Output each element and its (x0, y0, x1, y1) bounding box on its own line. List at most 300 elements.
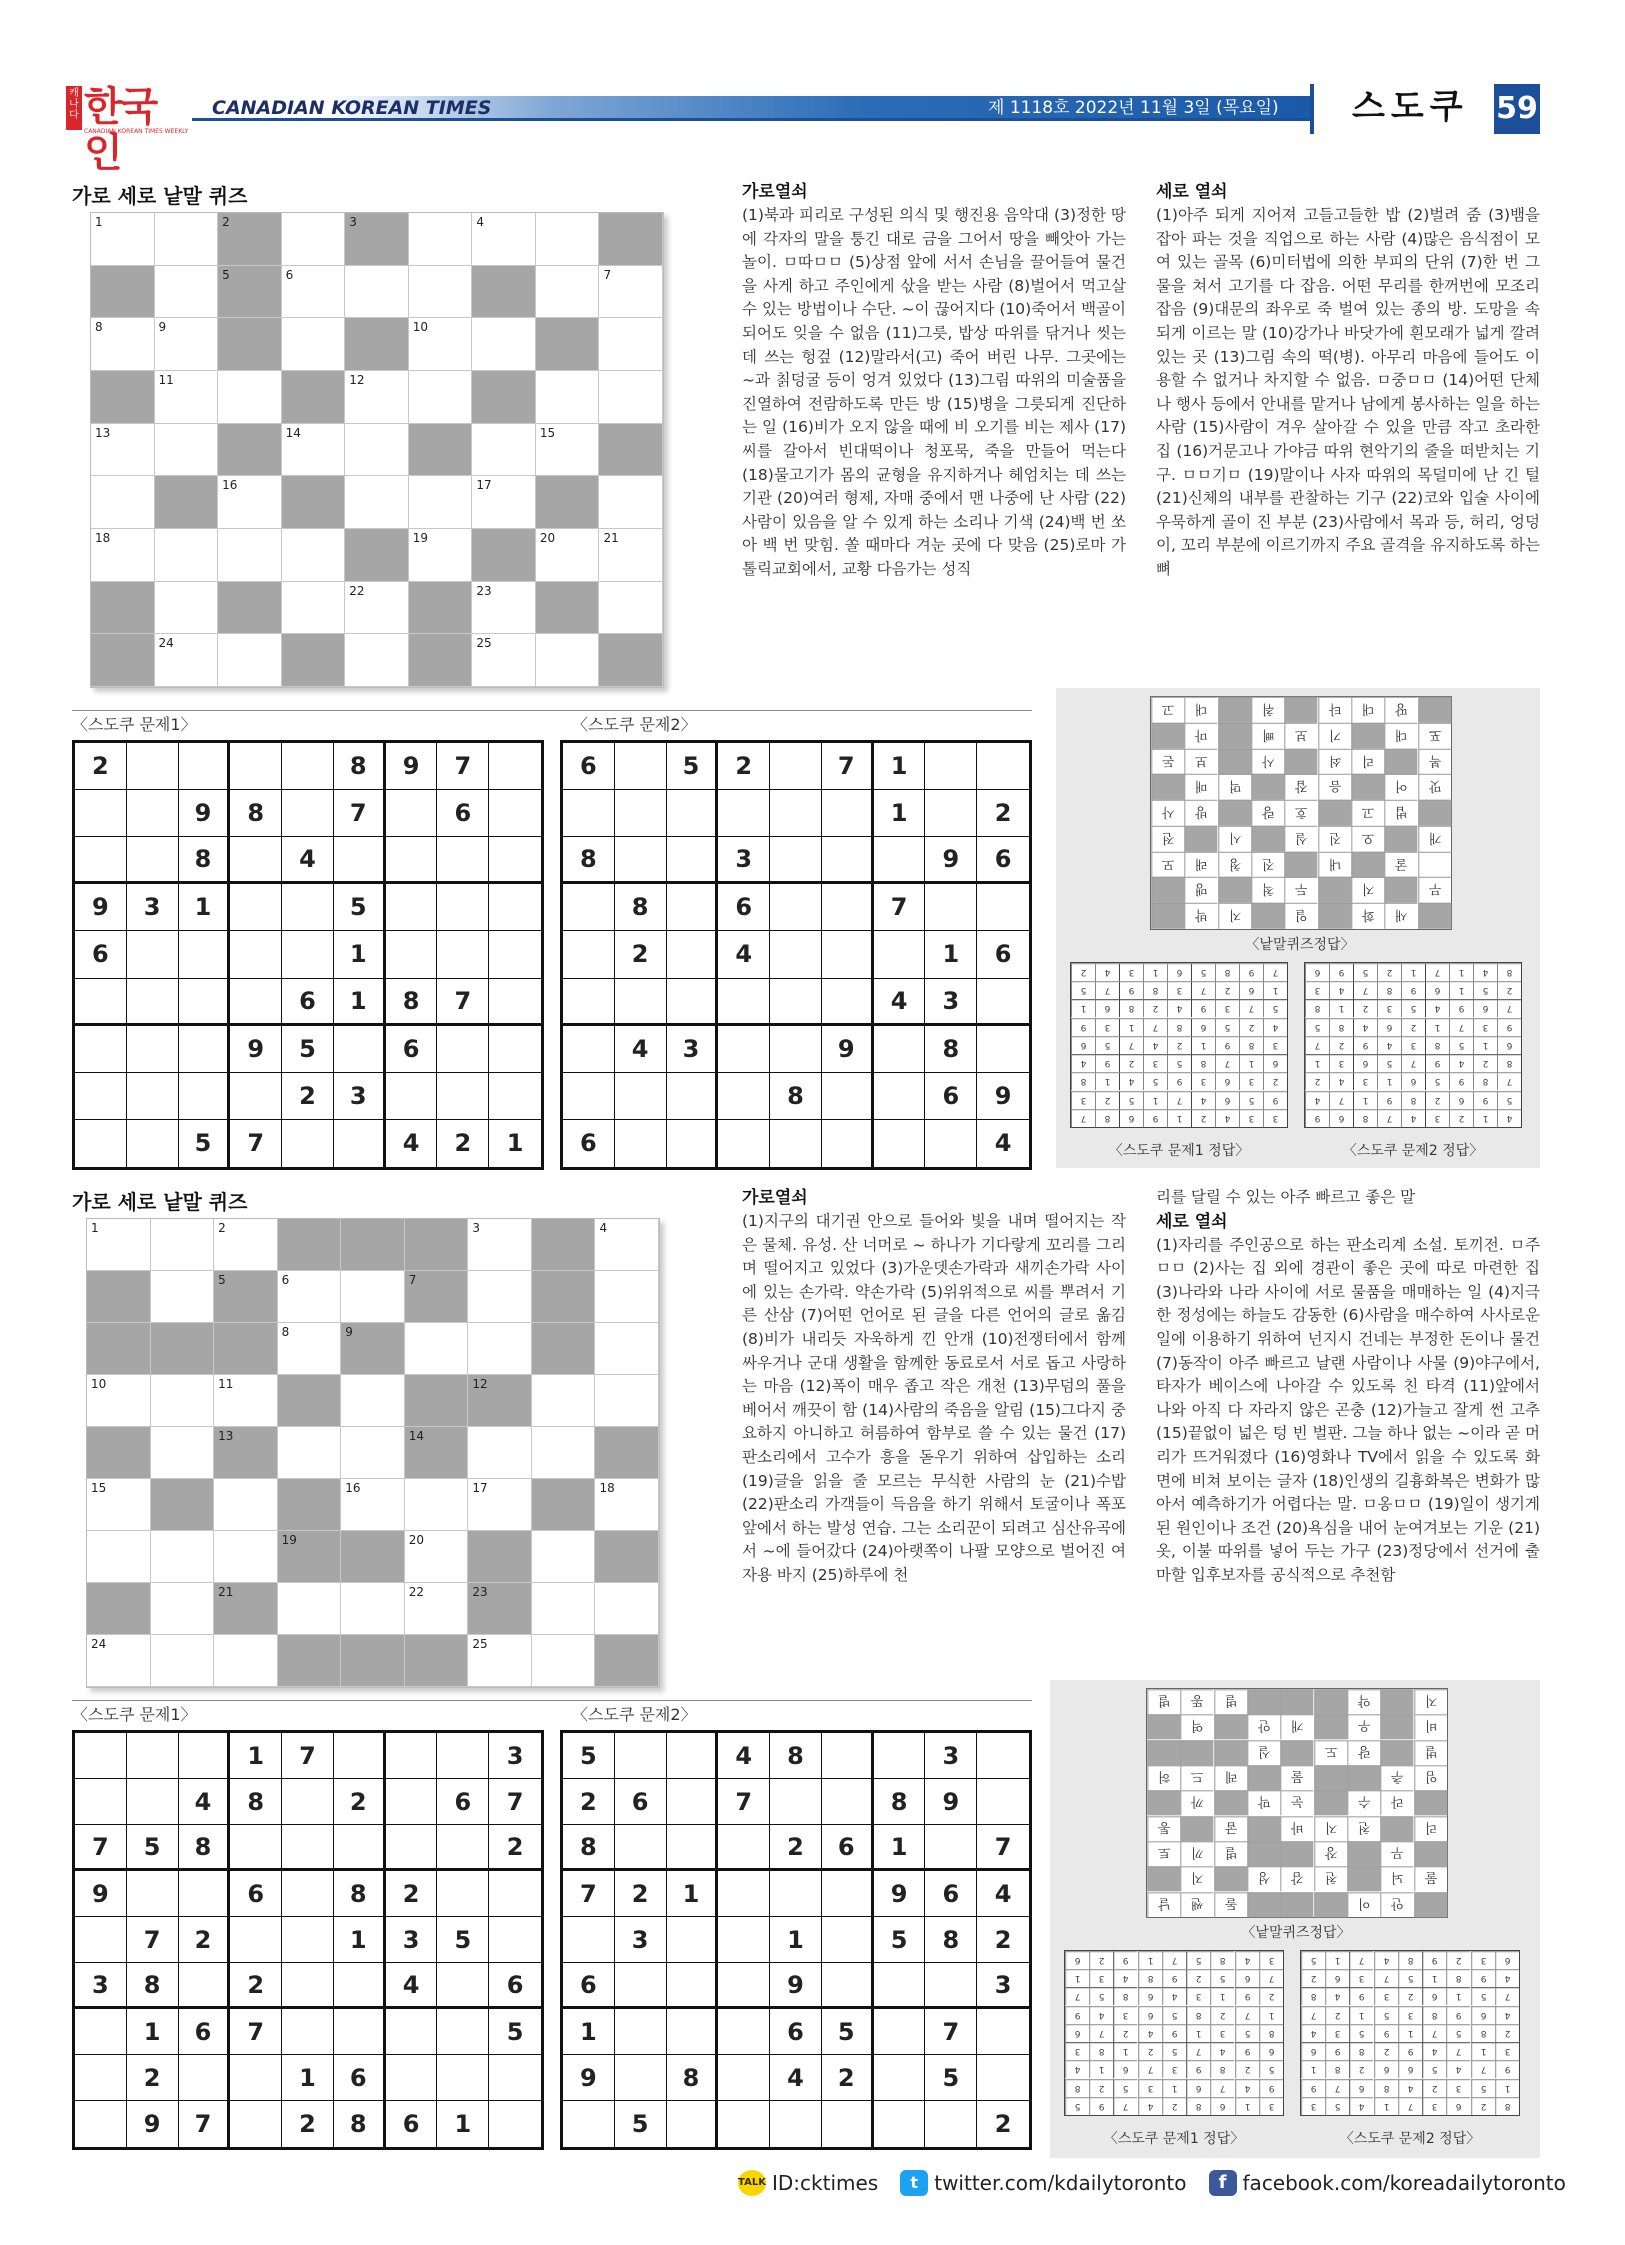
sudoku-empty-cell[interactable] (977, 979, 1029, 1026)
crossword-cell[interactable] (345, 424, 409, 477)
crossword-cell[interactable] (151, 1271, 215, 1323)
crossword-cell[interactable] (595, 1375, 659, 1427)
sudoku-empty-cell[interactable] (977, 1026, 1029, 1073)
crossword-cell[interactable] (409, 371, 473, 424)
crossword-cell[interactable] (536, 371, 600, 424)
sudoku-empty-cell[interactable] (667, 837, 719, 884)
crossword-cell[interactable] (151, 1635, 215, 1687)
sudoku-empty-cell[interactable] (334, 1120, 386, 1167)
sudoku-empty-cell[interactable] (563, 1026, 615, 1073)
sudoku-empty-cell[interactable] (334, 1963, 386, 2009)
crossword-cell[interactable] (409, 529, 473, 582)
crossword-cell[interactable] (155, 318, 219, 371)
sudoku-empty-cell[interactable] (822, 790, 874, 837)
sudoku-given-cell: 4 (1065, 2060, 1089, 2078)
crossword-cell[interactable] (409, 476, 473, 529)
crossword-cell[interactable] (155, 371, 219, 424)
sudoku-empty-cell[interactable] (75, 2055, 127, 2101)
sudoku-empty-cell[interactable] (334, 837, 386, 884)
crossword-cell[interactable] (87, 1479, 151, 1531)
sudoku-empty-cell[interactable] (925, 790, 977, 837)
sudoku-empty-cell[interactable] (718, 2009, 770, 2055)
crossword-cell[interactable] (468, 1323, 532, 1375)
sudoku-empty-cell[interactable] (615, 1073, 667, 1120)
sudoku-empty-cell[interactable] (925, 2101, 977, 2147)
sudoku-empty-cell[interactable] (615, 2009, 667, 2055)
sudoku-empty-cell[interactable] (489, 2055, 541, 2101)
sudoku-empty-cell[interactable] (667, 1779, 719, 1825)
crossword-cell[interactable] (405, 1323, 469, 1375)
crossword-cell[interactable] (405, 1531, 469, 1583)
sudoku-empty-cell[interactable] (718, 2055, 770, 2101)
crossword-cell[interactable] (536, 529, 600, 582)
crossword-cell[interactable] (341, 1479, 405, 1531)
sudoku-empty-cell[interactable] (615, 979, 667, 1026)
crossword-cell[interactable] (599, 371, 663, 424)
sudoku-empty-cell[interactable] (874, 837, 926, 884)
sudoku-empty-cell[interactable] (822, 1779, 874, 1825)
sudoku-empty-cell[interactable] (770, 884, 822, 931)
sudoku-empty-cell[interactable] (437, 1871, 489, 1917)
sudoku-empty-cell[interactable] (489, 931, 541, 978)
crossword-cell[interactable] (155, 424, 219, 477)
sudoku-empty-cell[interactable] (667, 790, 719, 837)
sudoku-given-cell: 7 (1191, 981, 1215, 999)
sudoku-empty-cell[interactable] (925, 884, 977, 931)
sudoku-empty-cell[interactable] (874, 2009, 926, 2055)
sudoku-empty-cell[interactable] (977, 1779, 1029, 1825)
sudoku-given-cell: 8 (1143, 981, 1167, 999)
sudoku-empty-cell[interactable] (615, 1825, 667, 1871)
sudoku-empty-cell[interactable] (822, 931, 874, 978)
sudoku-empty-cell[interactable] (667, 1120, 719, 1167)
crossword-cell[interactable] (345, 371, 409, 424)
sudoku-empty-cell[interactable] (489, 1073, 541, 1120)
crossword-cell[interactable] (91, 424, 155, 477)
crossword-cell[interactable] (532, 1375, 596, 1427)
sudoku-empty-cell[interactable] (667, 884, 719, 931)
sudoku-empty-cell[interactable] (563, 1073, 615, 1120)
sudoku-empty-cell[interactable] (615, 2055, 667, 2101)
crossword-cell[interactable] (599, 529, 663, 582)
sudoku-empty-cell[interactable] (75, 2009, 127, 2055)
sudoku-empty-cell[interactable] (386, 2009, 438, 2055)
sudoku-empty-cell[interactable] (282, 1871, 334, 1917)
sudoku-empty-cell[interactable] (127, 1733, 179, 1779)
sudoku-empty-cell[interactable] (179, 1073, 231, 1120)
sudoku-empty-cell[interactable] (977, 2009, 1029, 2055)
crossword-cell[interactable] (282, 213, 346, 266)
sudoku-empty-cell[interactable] (718, 1825, 770, 1871)
sudoku-empty-cell[interactable] (75, 1073, 127, 1120)
sudoku-given-cell: 5 (1305, 1018, 1329, 1036)
sudoku-empty-cell[interactable] (282, 931, 334, 978)
crossword-cell[interactable] (91, 476, 155, 529)
sudoku-empty-cell[interactable] (437, 1825, 489, 1871)
crossword-cell[interactable] (151, 1427, 215, 1479)
sudoku-empty-cell[interactable] (127, 837, 179, 884)
sudoku-given-cell: 8 (334, 743, 386, 790)
sudoku-empty-cell[interactable] (127, 1779, 179, 1825)
sudoku-empty-cell[interactable] (667, 931, 719, 978)
sudoku-empty-cell[interactable] (127, 1073, 179, 1120)
sudoku-empty-cell[interactable] (874, 2055, 926, 2101)
crossword-cell[interactable] (155, 266, 219, 319)
sudoku-empty-cell[interactable] (230, 1073, 282, 1120)
sudoku-empty-cell[interactable] (282, 1825, 334, 1871)
sudoku-empty-cell[interactable] (667, 2101, 719, 2147)
crossword-cell[interactable] (282, 266, 346, 319)
sudoku-empty-cell[interactable] (615, 1963, 667, 2009)
crossword-cell[interactable] (472, 476, 536, 529)
sudoku-empty-cell[interactable] (822, 1733, 874, 1779)
sudoku-empty-cell[interactable] (230, 743, 282, 790)
crossword-cell[interactable] (468, 1271, 532, 1323)
crossword-cell[interactable] (278, 1583, 342, 1635)
crossword-cell[interactable] (472, 318, 536, 371)
sudoku-empty-cell[interactable] (667, 1917, 719, 1963)
crossword-cell[interactable] (214, 1219, 278, 1271)
sudoku-empty-cell[interactable] (437, 1026, 489, 1073)
crossword-cell[interactable] (536, 213, 600, 266)
sudoku-empty-cell[interactable] (718, 790, 770, 837)
crossword-cell[interactable] (345, 476, 409, 529)
sudoku-empty-cell[interactable] (75, 1917, 127, 1963)
sudoku-empty-cell[interactable] (874, 931, 926, 978)
sudoku-empty-cell[interactable] (437, 837, 489, 884)
sudoku-empty-cell[interactable] (282, 1963, 334, 2009)
sudoku-empty-cell[interactable] (874, 1026, 926, 1073)
sudoku-empty-cell[interactable] (75, 1733, 127, 1779)
sudoku-empty-cell[interactable] (615, 743, 667, 790)
crossword-cell[interactable] (278, 1271, 342, 1323)
crossword-cell[interactable] (468, 1219, 532, 1271)
sudoku-empty-cell[interactable] (179, 979, 231, 1026)
sudoku-empty-cell[interactable] (75, 790, 127, 837)
sudoku-empty-cell[interactable] (437, 1073, 489, 1120)
sudoku-empty-cell[interactable] (179, 931, 231, 978)
crossword-cell[interactable] (155, 213, 219, 266)
sudoku-empty-cell[interactable] (386, 1825, 438, 1871)
crossword-cell[interactable] (151, 1531, 215, 1583)
sudoku-empty-cell[interactable] (770, 790, 822, 837)
crossword-cell[interactable] (595, 1271, 659, 1323)
sudoku-empty-cell[interactable] (127, 743, 179, 790)
crossword-cell[interactable] (155, 529, 219, 582)
sudoku-empty-cell[interactable] (667, 1073, 719, 1120)
crossword-cell[interactable] (91, 318, 155, 371)
sudoku-empty-cell[interactable] (977, 743, 1029, 790)
crossword-cell[interactable] (532, 1427, 596, 1479)
crossword-cell[interactable] (405, 1479, 469, 1531)
sudoku-empty-cell[interactable] (770, 979, 822, 1026)
crossword-cell[interactable] (151, 1375, 215, 1427)
sudoku-empty-cell[interactable] (282, 884, 334, 931)
crossword-cell[interactable] (151, 1583, 215, 1635)
crossword-cell[interactable] (87, 1635, 151, 1687)
crossword-cell[interactable] (214, 1635, 278, 1687)
crossword-cell[interactable] (409, 213, 473, 266)
sudoku-empty-cell[interactable] (615, 1733, 667, 1779)
sudoku-empty-cell[interactable] (75, 1120, 127, 1167)
sudoku-empty-cell[interactable] (822, 1871, 874, 1917)
sudoku-empty-cell[interactable] (718, 1073, 770, 1120)
crossword-cell[interactable] (536, 424, 600, 477)
sudoku-empty-cell[interactable] (127, 979, 179, 1026)
sudoku-empty-cell[interactable] (615, 1120, 667, 1167)
sudoku-empty-cell[interactable] (437, 2009, 489, 2055)
sudoku-empty-cell[interactable] (230, 1825, 282, 1871)
sudoku-empty-cell[interactable] (75, 1779, 127, 1825)
crossword-cell[interactable] (472, 424, 536, 477)
sudoku-empty-cell[interactable] (75, 1026, 127, 1073)
crossword-cell[interactable] (472, 213, 536, 266)
sudoku-empty-cell[interactable] (770, 931, 822, 978)
crossword-cell[interactable] (595, 1583, 659, 1635)
sudoku-empty-cell[interactable] (386, 2055, 438, 2101)
sudoku-empty-cell[interactable] (563, 884, 615, 931)
sudoku-empty-cell[interactable] (489, 1026, 541, 1073)
crossword-cell[interactable] (532, 1583, 596, 1635)
sudoku-empty-cell[interactable] (489, 1871, 541, 1917)
sudoku-empty-cell[interactable] (127, 1871, 179, 1917)
crossword-cell[interactable] (599, 318, 663, 371)
sudoku-empty-cell[interactable] (230, 2055, 282, 2101)
sudoku-empty-cell[interactable] (437, 2055, 489, 2101)
crossword-cell[interactable] (218, 529, 282, 582)
sudoku-empty-cell[interactable] (822, 2101, 874, 2147)
sudoku-empty-cell[interactable] (334, 1026, 386, 1073)
sudoku-empty-cell[interactable] (822, 1120, 874, 1167)
crossword-cell[interactable] (536, 266, 600, 319)
sudoku-empty-cell[interactable] (615, 837, 667, 884)
crossword-cell[interactable] (595, 1219, 659, 1271)
crossword-cell[interactable] (532, 1635, 596, 1687)
sudoku-given-cell: 1 (1167, 1109, 1191, 1127)
sudoku-empty-cell[interactable] (615, 790, 667, 837)
sudoku-empty-cell[interactable] (489, 979, 541, 1026)
crossword-cell[interactable] (472, 582, 536, 635)
sudoku-given-cell: 7 (925, 2009, 977, 2055)
sudoku-empty-cell[interactable] (179, 1871, 231, 1917)
sudoku-empty-cell[interactable] (822, 837, 874, 884)
crossword-cell[interactable] (214, 1531, 278, 1583)
sudoku-empty-cell[interactable] (718, 1871, 770, 1917)
crossword-cell[interactable] (87, 1531, 151, 1583)
sudoku-empty-cell[interactable] (282, 1779, 334, 1825)
sudoku-empty-cell[interactable] (489, 1917, 541, 1963)
crossword-cell[interactable] (218, 634, 282, 687)
sudoku-empty-cell[interactable] (179, 1733, 231, 1779)
sudoku-empty-cell[interactable] (75, 2101, 127, 2147)
sudoku-empty-cell[interactable] (386, 790, 438, 837)
sudoku-empty-cell[interactable] (925, 1825, 977, 1871)
crossword-cell[interactable] (468, 1479, 532, 1531)
sudoku-empty-cell[interactable] (127, 1026, 179, 1073)
sudoku-empty-cell[interactable] (334, 2009, 386, 2055)
sudoku-empty-cell[interactable] (667, 1963, 719, 2009)
crossword-cell[interactable] (282, 582, 346, 635)
crossword-black-cell (282, 476, 346, 529)
sudoku-empty-cell[interactable] (489, 790, 541, 837)
sudoku-empty-cell[interactable] (718, 1963, 770, 2009)
sudoku-empty-cell[interactable] (437, 931, 489, 978)
sudoku-empty-cell[interactable] (386, 1733, 438, 1779)
sudoku-empty-cell[interactable] (75, 979, 127, 1026)
sudoku-empty-cell[interactable] (230, 884, 282, 931)
sudoku-empty-cell[interactable] (822, 1917, 874, 1963)
crossword-cell[interactable] (278, 1427, 342, 1479)
crossword-cell[interactable] (599, 582, 663, 635)
crossword-cell[interactable] (278, 1323, 342, 1375)
crossword-cell[interactable] (214, 1479, 278, 1531)
sudoku-empty-cell[interactable] (822, 884, 874, 931)
sudoku-empty-cell[interactable] (489, 743, 541, 790)
sudoku-empty-cell[interactable] (489, 837, 541, 884)
sudoku-empty-cell[interactable] (437, 1733, 489, 1779)
sudoku-empty-cell[interactable] (127, 1120, 179, 1167)
sudoku-empty-cell[interactable] (230, 979, 282, 1026)
sudoku-empty-cell[interactable] (718, 2101, 770, 2147)
crossword-cell[interactable] (532, 1531, 596, 1583)
sudoku-empty-cell[interactable] (230, 931, 282, 978)
crossword-cell[interactable] (409, 318, 473, 371)
sudoku-empty-cell[interactable] (667, 2009, 719, 2055)
sudoku-empty-cell[interactable] (874, 2101, 926, 2147)
sudoku-empty-cell[interactable] (667, 1825, 719, 1871)
crossword-cell[interactable] (341, 1375, 405, 1427)
crossword-cell[interactable] (282, 318, 346, 371)
sudoku-given-cell: 1 (334, 979, 386, 1026)
crossword-cell[interactable] (595, 1323, 659, 1375)
sudoku-empty-cell[interactable] (770, 743, 822, 790)
crossword-cell[interactable] (536, 634, 600, 687)
sudoku-empty-cell[interactable] (822, 979, 874, 1026)
sudoku-empty-cell[interactable] (127, 790, 179, 837)
sudoku-empty-cell[interactable] (386, 1779, 438, 1825)
sudoku-empty-cell[interactable] (770, 2101, 822, 2147)
crossword-cell[interactable] (468, 1427, 532, 1479)
crossword-cell[interactable] (345, 266, 409, 319)
sudoku-empty-cell[interactable] (230, 837, 282, 884)
sudoku-empty-cell[interactable] (770, 837, 822, 884)
sudoku-empty-cell[interactable] (179, 1963, 231, 2009)
sudoku-empty-cell[interactable] (563, 931, 615, 978)
sudoku-empty-cell[interactable] (925, 1963, 977, 2009)
sudoku-empty-cell[interactable] (437, 1963, 489, 2009)
sudoku-empty-cell[interactable] (770, 1026, 822, 1073)
crossword-cell[interactable] (155, 634, 219, 687)
crossword-cell[interactable] (87, 1219, 151, 1271)
sudoku-empty-cell[interactable] (874, 1073, 926, 1120)
crossword-cell[interactable] (282, 529, 346, 582)
sudoku-empty-cell[interactable] (127, 931, 179, 978)
sudoku-empty-cell[interactable] (770, 1779, 822, 1825)
sudoku-empty-cell[interactable] (334, 1825, 386, 1871)
sudoku-empty-cell[interactable] (563, 1917, 615, 1963)
sudoku-empty-cell[interactable] (770, 1871, 822, 1917)
sudoku-empty-cell[interactable] (282, 1917, 334, 1963)
sudoku-empty-cell[interactable] (925, 1120, 977, 1167)
sudoku-empty-cell[interactable] (230, 2101, 282, 2147)
twitter-link[interactable] (900, 2170, 1186, 2196)
sudoku-empty-cell[interactable] (977, 1733, 1029, 1779)
sudoku-empty-cell[interactable] (334, 1733, 386, 1779)
crossword-cell[interactable] (214, 1375, 278, 1427)
sudoku-empty-cell[interactable] (874, 1733, 926, 1779)
sudoku-empty-cell[interactable] (386, 884, 438, 931)
crossword-cell[interactable] (468, 1635, 532, 1687)
crossword-cell[interactable] (345, 634, 409, 687)
crossword-cell[interactable] (599, 266, 663, 319)
crossword-cell[interactable] (218, 476, 282, 529)
sudoku-empty-cell[interactable] (179, 1026, 231, 1073)
sudoku-empty-cell[interactable] (489, 2101, 541, 2147)
crossword-cell[interactable] (282, 424, 346, 477)
sudoku-empty-cell[interactable] (718, 979, 770, 1026)
crossword-cell[interactable] (472, 634, 536, 687)
sudoku-empty-cell[interactable] (563, 979, 615, 1026)
crossword-cell[interactable] (599, 476, 663, 529)
crossword-cell[interactable] (345, 582, 409, 635)
crossword-cell[interactable] (87, 1375, 151, 1427)
sudoku-empty-cell[interactable] (230, 1917, 282, 1963)
sudoku-empty-cell[interactable] (563, 790, 615, 837)
sudoku-empty-cell[interactable] (437, 884, 489, 931)
sudoku-empty-cell[interactable] (718, 1026, 770, 1073)
kakao-link[interactable] (738, 2170, 878, 2196)
sudoku-empty-cell[interactable] (489, 884, 541, 931)
sudoku-empty-cell[interactable] (770, 1120, 822, 1167)
sudoku-empty-cell[interactable] (822, 1073, 874, 1120)
crossword-cell[interactable] (91, 529, 155, 582)
crossword-cell[interactable] (341, 1583, 405, 1635)
sudoku-empty-cell[interactable] (386, 837, 438, 884)
sudoku-empty-cell[interactable] (667, 1733, 719, 1779)
sudoku-empty-cell[interactable] (718, 1120, 770, 1167)
sudoku-empty-cell[interactable] (386, 931, 438, 978)
facebook-link[interactable] (1209, 2170, 1566, 2196)
sudoku-empty-cell[interactable] (925, 743, 977, 790)
sudoku-given-cell: 2 (1167, 1036, 1191, 1054)
sudoku-empty-cell[interactable] (179, 743, 231, 790)
crossword-cell[interactable] (405, 1583, 469, 1635)
sudoku-empty-cell[interactable] (282, 790, 334, 837)
crossword-cell[interactable] (218, 371, 282, 424)
crossword-cell[interactable] (341, 1427, 405, 1479)
sudoku-empty-cell[interactable] (667, 979, 719, 1026)
crossword-cell[interactable] (151, 1219, 215, 1271)
sudoku-empty-cell[interactable] (874, 1963, 926, 2009)
sudoku-empty-cell[interactable] (179, 2055, 231, 2101)
crossword-cell[interactable] (91, 213, 155, 266)
sudoku-empty-cell[interactable] (282, 1120, 334, 1167)
sudoku-empty-cell[interactable] (718, 1917, 770, 1963)
sudoku-empty-cell[interactable] (874, 1120, 926, 1167)
crossword-cell[interactable] (409, 266, 473, 319)
crossword-cell[interactable] (155, 582, 219, 635)
sudoku-empty-cell[interactable] (282, 2009, 334, 2055)
sudoku-empty-cell[interactable] (282, 743, 334, 790)
sudoku-empty-cell[interactable] (822, 1963, 874, 2009)
sudoku-empty-cell[interactable] (386, 1073, 438, 1120)
sudoku-empty-cell[interactable] (75, 837, 127, 884)
sudoku-empty-cell[interactable] (977, 2055, 1029, 2101)
sudoku-empty-cell[interactable] (977, 884, 1029, 931)
crossword-cell[interactable] (341, 1271, 405, 1323)
crossword-cell[interactable] (595, 1479, 659, 1531)
sudoku-empty-cell[interactable] (563, 2101, 615, 2147)
